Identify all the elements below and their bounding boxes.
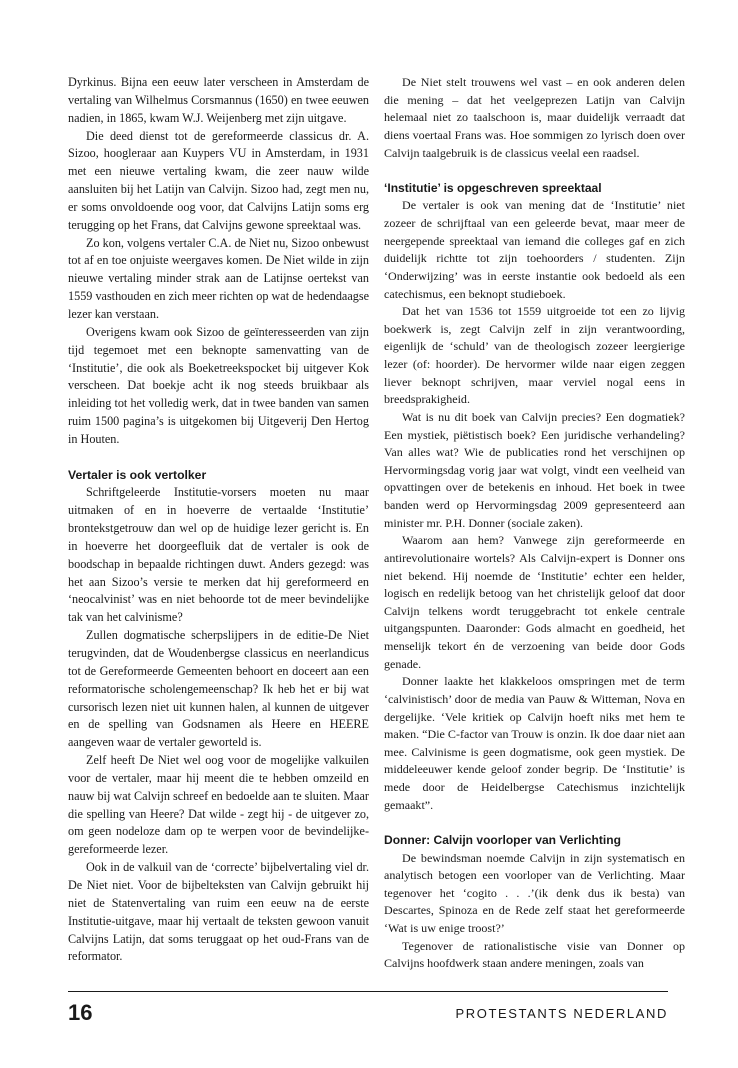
paragraph: De Niet stelt trouwens wel vast – en ook anderen delen die mening – dat het veelgeprezen Latijn van Calvijn helemaal niet zo taalschoon is, maar duidelijk verraadt dat diens voertaal Frans was. Hoe sommigen zo lyrisch doen over Calvijn taalgebruik is de classicus veelal een raadsel. bbox=[384, 75, 685, 160]
paragraph: Tegenover de rationalistische visie van Donner op Calvijns hoofdwerk staan andere meningen, zoals van bbox=[384, 938, 685, 971]
paragraph: Dyrkinus. Bijna een eeuw later verscheen in Amsterdam de vertaling van Wilhelmus Corsmannus (1650) en twee eeuwen nadien, in 1865, kwam W.J. Weijenberg met zijn uitgave. bbox=[68, 75, 369, 125]
paragraph: Wat is nu dit boek van Calvijn precies? Een dogmatiek? Een mystiek, piëtistisch boek? Een juridische verhandeling? Van alles wat? Wie de publicaties rond het verschijnen op Hervormingsdag vorig jaar wat volgt, vindt een veelheid van opvattingen over de betekenis en inhoud. Het boek in twee banden werd op Hervormingsdag 2009 gepresenteerd aan minister mr. P.H. Donner (sociale zaken). bbox=[384, 409, 685, 530]
paragraph: Overigens kwam ook Sizoo de geïnteresseerden van zijn tijd tegemoet met een beknopte samenvatting van de ‘Institutie’, die ook als Boeketreekspocket bij uitgever Kok verscheen. Dat boekje acht ik nog steeds bruikbaar als inleiding tot het volledig werk, dat in twee banden van samen ruim 1500 pagina’s is uitgekomen bij Uitgeverij Den Hertog in Houten. bbox=[68, 324, 369, 446]
magazine-name: PROTESTANTS NEDERLAND bbox=[455, 1006, 668, 1021]
paragraph: Die deed dienst tot de gereformeerde classicus dr. A. Sizoo, hoogleraar aan Kuypers VU in Amsterdam, in 1931 met een nieuwe vertaling kwam, die zeer nauw wilde aansluiten bij het Latijn van Calvijn. Sizoo had, zegt men nu, er soms onvoldoende oog voor, dat Calvijns Latijn soms erg terugging op het Frans, dat Calvijns gewone spreektaal was. bbox=[68, 128, 369, 232]
footer-rule bbox=[68, 991, 668, 992]
paragraph: Ook in de valkuil van de ‘correcte’ bijbelvertaling viel dr. De Niet niet. Voor de bijbelteksten van Calvijn gebruikt hij niet de Statenvertaling van ruim een eeuw na de eerste Institutie-uitgave, maar hij vertaalt de teksten gewoon vanuit Calvijns Latijn, dat soms teruggaat op het oud-Frans van de reformator. bbox=[68, 860, 369, 964]
left-column bbox=[68, 74, 369, 966]
paragraph: De vertaler is ook van mening dat de ‘Institutie’ niet zozeer de schrijftaal van een geleerde bevat, maar meer de neergepende spreektaal van iemand die colleges gaf en zich duidelijk richtte tot zijn toehoorders / studenten. Zijn ‘Onderwijzing’ was in eerste instantie ook bedoeld als een catechismus, een beknopt studieboek. bbox=[384, 198, 685, 301]
paragraph: Zelf heeft De Niet wel oog voor de mogelijke valkuilen voor de vertaler, maar hij meent die te hebben omzeild en nauw bij wat Calvijn schreef en bedoelde aan te sluiten. Maar die spelling van Heere? Dat wilde - zegt hij - de uitgever zo, om geen nodeloze dam op te werpen voor de bevindelijke-gereformeerde lezer. bbox=[68, 753, 369, 857]
section-heading: ‘Institutie’ is opgeschreven spreektaal bbox=[384, 180, 602, 195]
section-heading: Vertaler is ook vertolker bbox=[68, 467, 207, 482]
paragraph: Donner laakte het klakkeloos omspringen met de term ‘calvinistisch’ door de media van Pauw & Witteman, Nova en dergelijke. ‘Vele kritiek op Calvijn hoeft niks met hem te maken. “Die C-factor van Trouw is onzin. Ik doe daar niet aan mee. Calvinisme is geen dogmatisme, ook geen mystiek. De middeleeuwer kende geloof zonder begrip. De ‘Institutie’ is mede door de Heidelbergse Catechismus inzichtelijk gemaakt”. bbox=[384, 674, 685, 812]
paragraph: Waarom aan hem? Vanwege zijn gereformeerde en antirevolutionaire wortels? Als Calvijn-expert is Donner ons niet bekend. Hij noemde de ‘Institutie’ echter een helder, logisch en redelijk betoog van het christelijk geloof dat door Calvijn telkens wordt teruggebracht tot enkele centrale uitgangspunten. Daaronder: Gods almacht en goedheid, het menselijk tekort én de verzoening van beide door Gods genade. bbox=[384, 533, 685, 671]
paragraph: Zullen dogmatische scherpslijpers in de editie-De Niet terugvinden, dat de Woudenbergse classicus en neerlandicus tot de Gereformeerde Gemeenten behoort en doceert aan een reformatorische scholengemeenschap? Ik heb het er bij wat cursorisch lezen niet uit kunnen halen, al kunnen de uitgever en de spelling van Godsnamen als Heere en HEERE aangeven waar de vertaler geworteld is. bbox=[68, 628, 369, 750]
paragraph: De bewindsman noemde Calvijn in zijn systematisch en analytisch betogen een voorloper van de Verlichting. Maar tegenover het ‘cogito . . .’(ik denk dus ik besta) van Descartes, Spinoza en de Rede zelf staat het gereformeerde ‘Wat is uw enige troost?’ bbox=[384, 850, 685, 935]
paragraph: Schriftgeleerde Institutie-vorsers moeten nu maar uitmaken of en in hoeverre de vertaalde ‘Institutie’ brontekstgetrouw dan wel op de huidige lezer gericht is. En in hoeverre het doorgeefluik dat de vertaler is ook de boodschap in bepaalde richtingen duwt. Anders gezegd: was het aan Sizoo’s versie te merken dat hij gereformeerd en ‘neocalvinist’ was en niet behoorde tot de meer bevindelijke tak van het calvinisme? bbox=[68, 485, 369, 625]
right-column bbox=[384, 74, 685, 973]
page-number: 16 bbox=[68, 1000, 93, 1025]
paragraph: Dat het van 1536 tot 1559 uitgroeide tot een zo lijvig boekwerk is, zegt Calvijn zelf in zijn verantwoording, eigenlijk de ‘schuld’ van de theologisch zozeer leergierige lezer (of: hoorder). De hervormer wilde naar eigen zeggen liever beknopt schrijven, maar verviel nogal eens in breedsprakigheid. bbox=[384, 304, 685, 407]
section-heading: Donner: Calvijn voorloper van Verlichting bbox=[384, 832, 621, 847]
paragraph: Zo kon, volgens vertaler C.A. de Niet nu, Sizoo onbewust tot af en toe onjuiste weergaves komen. De Niet wilde in zijn nieuwe vertaling minder strak aan de Latijnse oertekst van 1559 vasthouden en zich meer richten op wat de hedendaagse lezer kan verstaan. bbox=[68, 235, 369, 321]
